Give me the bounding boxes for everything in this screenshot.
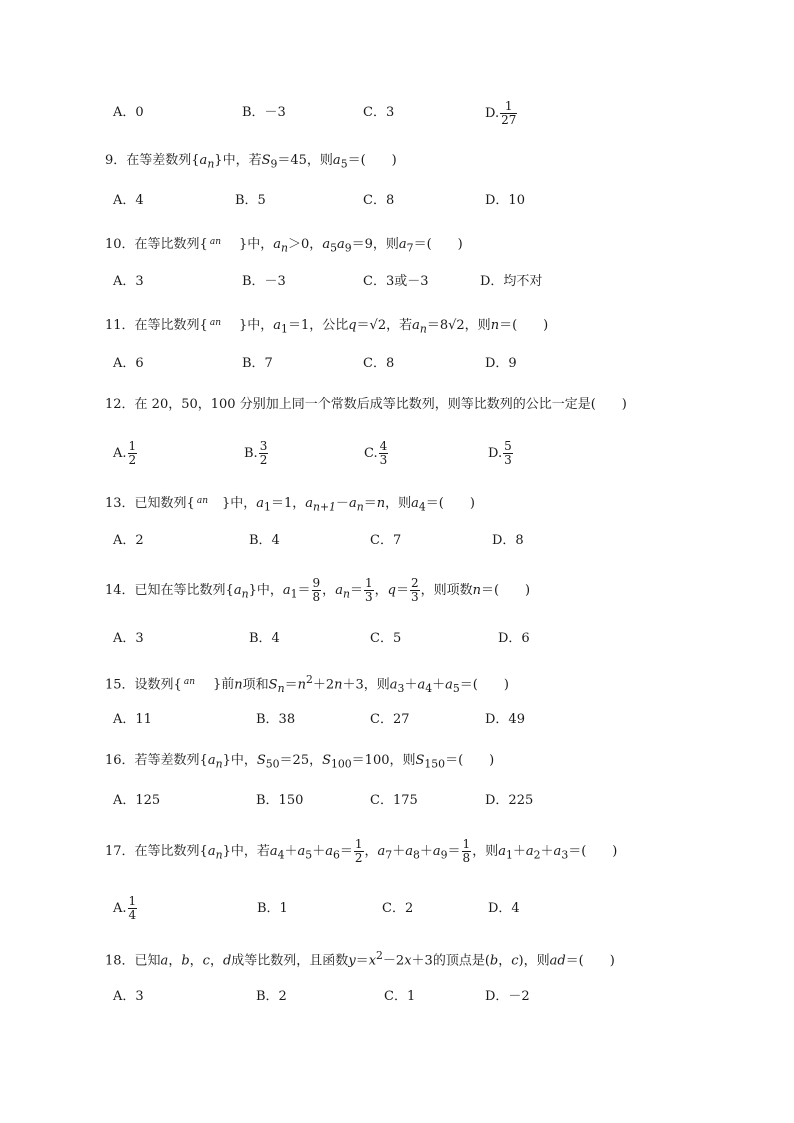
fraction: $\frac{1}{3}$ xyxy=(364,576,373,604)
option-b: B．1 xyxy=(257,901,288,916)
question-16: 16．若等差数列$\{a_n\}$中，$S_{50}=25$，$S_{100}=100$，则$S_{150}=$( ) xyxy=(105,753,495,771)
option-c: C．3或－3 xyxy=(363,274,429,289)
option-d: D．均不对 xyxy=(480,274,543,289)
option-b: B．4 xyxy=(249,631,280,646)
fraction: $\frac{1}{8}$ xyxy=(462,837,471,865)
option-d: D．10 xyxy=(485,193,525,208)
sequence-label: an xyxy=(209,237,221,247)
option-c: C．8 xyxy=(363,356,395,371)
option-a: A．4 xyxy=(113,193,144,208)
option-c: C. $\frac{4}{3}$ xyxy=(364,439,388,467)
option-a: A．3 xyxy=(113,274,144,289)
option-c: C．5 xyxy=(370,631,402,646)
option-d: D. $\frac{1}{27}$ xyxy=(485,99,517,127)
option-d: D. $\frac{5}{3}$ xyxy=(488,439,512,467)
question-10: 10．在等比数列{ $^{an}$ }中，$a_n>0$，$a_5a_9=9$，则$a_7=$( ) xyxy=(105,237,463,255)
fraction: $\frac{1}{27}$ xyxy=(501,99,517,127)
option-d: D．－2 xyxy=(485,989,530,1004)
option-d: D．4 xyxy=(488,901,520,916)
sequence-label: an xyxy=(196,496,208,506)
option-a: A．11 xyxy=(113,712,152,727)
option-c: C．3 xyxy=(363,105,395,120)
question-13: 13．已知数列{ $^{an}$ }中，$a_1=1$，$a_{n+1}-a_n=n$，则$a_4=$( ) xyxy=(105,496,475,514)
option-b: B．2 xyxy=(256,989,287,1004)
option-a: A. $\frac{1}{2}$ xyxy=(113,439,137,467)
option-d: D．8 xyxy=(492,533,524,548)
question-18: 18．已知a，b，c，d成等比数列，且函数$y=x^2-2x+3$的顶点是(b，c)，则ad＝( ) xyxy=(105,949,615,969)
question-12: 12．在 20，50，100 分别加上同一个常数后成等比数列，则等比数列的公比一定是( ) xyxy=(105,397,627,412)
option-b: B．4 xyxy=(249,533,280,548)
question-9: 9．在等差数列$\{a_n\}$中，若$S_9=45$，则$a_5=$( ) xyxy=(105,153,397,171)
option-c: C．2 xyxy=(382,901,414,916)
option-d: D．225 xyxy=(485,793,534,808)
sequence-label: an xyxy=(209,318,221,328)
option-a: A．3 xyxy=(113,631,144,646)
question-14: 14．已知在等比数列$\{a_n\}$中，$a_1=$ $\frac{9}{8}$ ，$a_n=$ $\frac{1}{3}$ ，q＝ $\frac{2}{3}$ ，则项数n＝( ) xyxy=(105,576,531,604)
option-c: C．7 xyxy=(370,533,402,548)
option-c: C．1 xyxy=(384,989,416,1004)
option-a: A．0 xyxy=(113,105,144,120)
option-b: B．5 xyxy=(235,193,266,208)
option-d: D．6 xyxy=(498,631,530,646)
sequence-label: an xyxy=(183,677,195,688)
option-b: B. $\frac{3}{2}$ xyxy=(244,439,268,467)
fraction: $\frac{1}{2}$ xyxy=(128,439,137,467)
fraction: $\frac{4}{3}$ xyxy=(379,439,388,467)
fraction: $\frac{9}{8}$ xyxy=(312,576,321,604)
option-a: A．3 xyxy=(113,989,144,1004)
option-d: D．49 xyxy=(485,712,525,727)
fraction: $\frac{1}{4}$ xyxy=(128,894,137,922)
option-c: C．175 xyxy=(370,793,418,808)
option-a: A．125 xyxy=(113,793,161,808)
fraction: $\frac{5}{3}$ xyxy=(504,439,512,467)
fraction: $\frac{2}{3}$ xyxy=(410,576,419,604)
option-c: C．8 xyxy=(363,193,395,208)
option-a: A．6 xyxy=(113,356,144,371)
option-b: B．－3 xyxy=(242,274,286,289)
question-17: 17．在等比数列$\{a_n\}$中，若$a_4+a_5+a_6=$ $\frac{1}{2}$ ，$a_7+a_8+a_9=$ $\frac{1}{8}$ ，则$a_1+a_2+a_3=$( ) xyxy=(105,837,618,865)
question-15: 15．设数列{ $^{an}$ }前n项和$S_n=n^2+2n+3$，则$a_3+a_4+a_5=$( ) xyxy=(105,673,509,695)
option-b: B．7 xyxy=(242,356,273,371)
fraction: $\frac{1}{2}$ xyxy=(354,837,363,865)
option-b: B．150 xyxy=(256,793,304,808)
fraction: $\frac{3}{2}$ xyxy=(259,439,268,467)
option-d: D．9 xyxy=(485,356,517,371)
question-11: 11．在等比数列{ $^{an}$ }中，$a_1=1$，公比q＝√2，若$a_n=8√2$，则n＝( ) xyxy=(105,318,549,336)
option-a: A．2 xyxy=(113,533,144,548)
option-b: B．－3 xyxy=(242,105,286,120)
option-c: C．27 xyxy=(370,712,410,727)
option-b: B．38 xyxy=(256,712,296,727)
option-a: A. $\frac{1}{4}$ xyxy=(113,894,137,922)
